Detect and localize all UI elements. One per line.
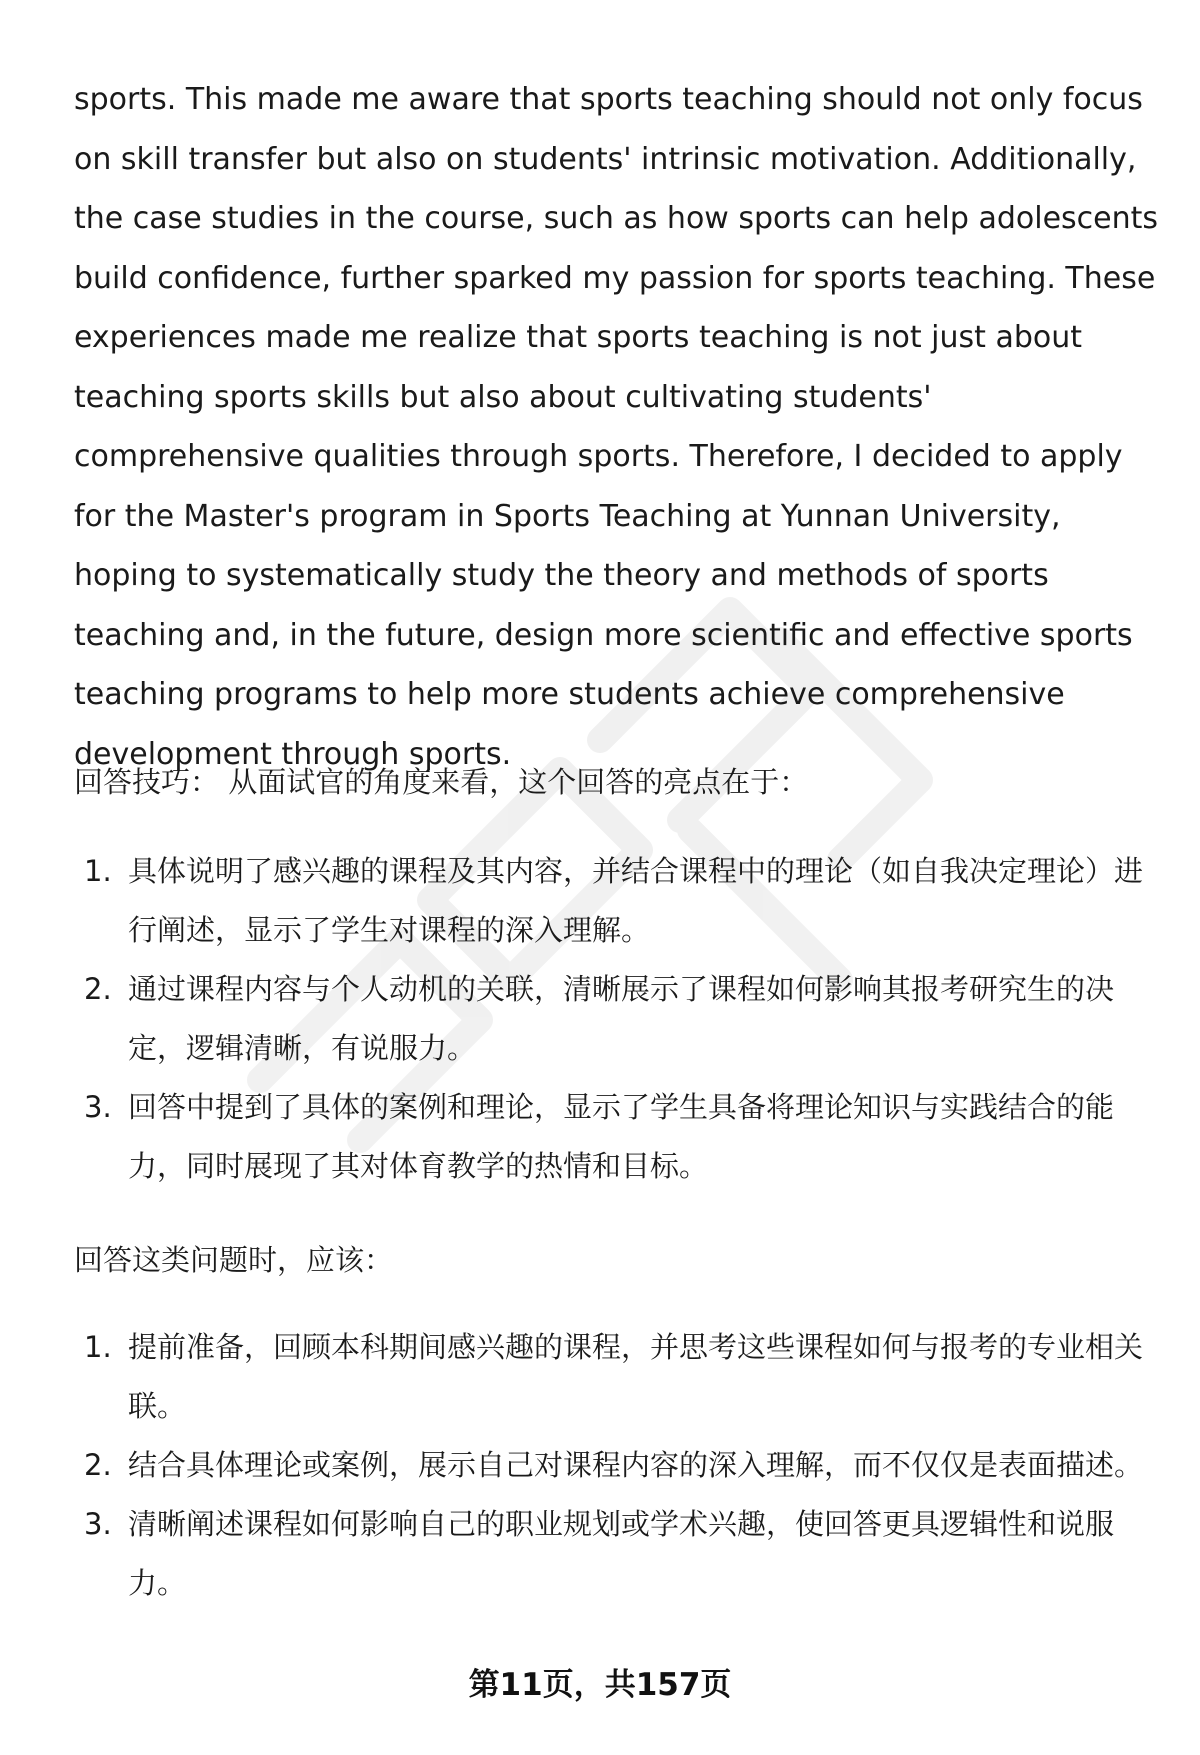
should-heading: 回答这类问题时，应该： (74, 1243, 394, 1277)
list-item (74, 1318, 1154, 1436)
list-item-text: 清晰阐述课程如何影响自己的职业规划或学术兴趣，使回答更具逻辑性和说服力。 (128, 1507, 1115, 1600)
list-item (74, 842, 1154, 960)
should-list (74, 1318, 1154, 1613)
list-item-number: 2. (84, 1448, 112, 1482)
tips-heading: 回答技巧： 从面试官的角度来看，这个回答的亮点在于： (74, 765, 809, 799)
list-item-text: 提前准备，回顾本科期间感兴趣的课程，并思考这些课程如何与报考的专业相关联。 (128, 1330, 1144, 1423)
page-number: 第11页，共157页 (468, 1667, 732, 1703)
list-item-text: 回答中提到了具体的案例和理论，显示了学生具备将理论知识与实践结合的能力，同时展现了其对体育教学的热情和目标。 (128, 1090, 1115, 1183)
list-item-number: 1. (84, 854, 112, 888)
list-item (74, 1078, 1154, 1196)
list-item (74, 1495, 1154, 1613)
tips-list (74, 842, 1154, 1196)
list-item-number: 3. (84, 1090, 112, 1124)
list-item (74, 1436, 1154, 1495)
list-item (74, 960, 1154, 1078)
list-item-text: 通过课程内容与个人动机的关联，清晰展示了课程如何影响其报考研究生的决定，逻辑清晰，有说服力。 (128, 972, 1115, 1065)
body-paragraph: sports. This made me aware that sports teaching should not only focus on skill transfer but also on students' intrinsic motivation. Additionally, the case studies in the course, such as how sports can help adolescents build confidence, further sparked my passion for sports teaching. These experiences made me realize that sports teaching is not just about teaching sports skills but also about cultivating students' comprehensive qualities through sports. Therefore, I decided to apply for the Master's program in Sports Teaching at Yunnan University, hoping to systematically study the theory and methods of sports teaching and, in the future, design more scientific and effective sports teaching programs to help more students achieve comprehensive development through sports. (74, 82, 1159, 772)
list-item-text: 结合具体理论或案例，展示自己对课程内容的深入理解，而不仅仅是表面描述。 (128, 1448, 1144, 1482)
list-item-number: 2. (84, 972, 112, 1006)
list-item-number: 1. (84, 1330, 112, 1364)
list-item-number: 3. (84, 1507, 112, 1541)
list-item-text: 具体说明了感兴趣的课程及其内容，并结合课程中的理论（如自我决定理论）进行阐述，显示了学生对课程的深入理解。 (128, 854, 1144, 947)
